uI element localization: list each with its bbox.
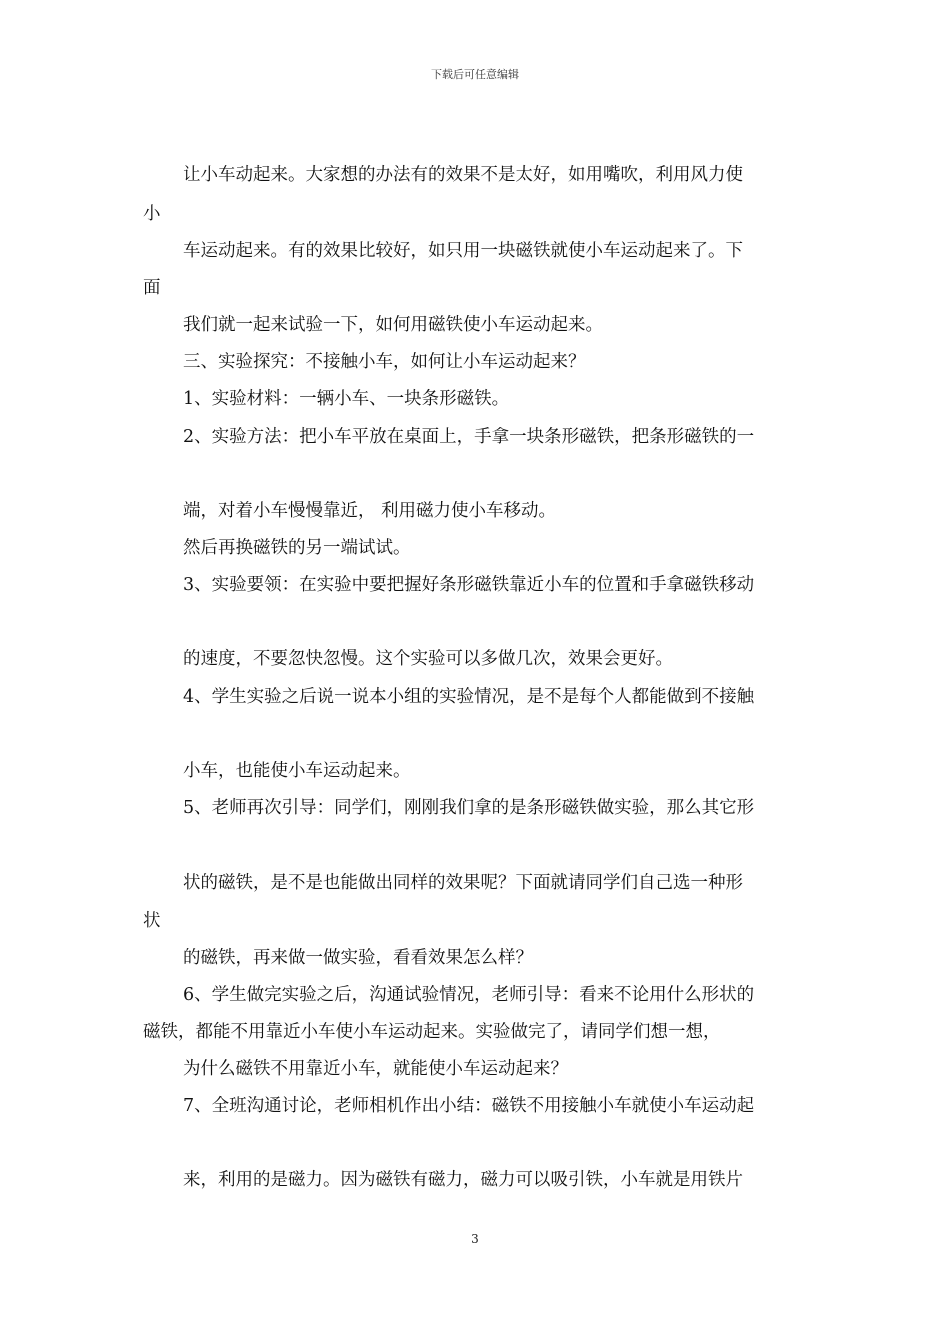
body-line: 小车，也能使小车运动起来。 (183, 761, 411, 781)
body-line: 磁铁，都能不用靠近小车使小车运动起来。实验做完了，请同学们想一想， (143, 1022, 721, 1042)
body-line: 5、老师再次引导：同学们，刚刚我们拿的是条形磁铁做实验，那么其它形 (183, 798, 755, 818)
body-line: 让小车动起来。大家想的办法有的效果不是太好，如用嘴吹，利用风力使 (183, 165, 743, 185)
body-line: 我们就一起来试验一下，如何用磁铁使小车运动起来。 (183, 315, 603, 335)
page-number: 3 (471, 1232, 479, 1246)
body-line: 然后再换磁铁的另一端试试。 (183, 538, 411, 558)
body-line: 状的磁铁，是不是也能做出同样的效果呢？下面就请同学们自己选一种形 (183, 873, 743, 893)
body-line: 状 (143, 911, 161, 931)
body-line: 1、实验材料：一辆小车、一块条形磁铁。 (183, 389, 510, 409)
body-line: 车运动起来。有的效果比较好，如只用一块磁铁就使小车运动起来了。下 (183, 241, 743, 261)
body-line: 为什么磁铁不用靠近小车，就能使小车运动起来？ (183, 1059, 568, 1079)
page-header: 下载后可任意编辑 (431, 68, 519, 81)
body-line: 3、实验要领：在实验中要把握好条形磁铁靠近小车的位置和手拿磁铁移动 (183, 575, 755, 595)
body-line: 2、实验方法：把小车平放在桌面上，手拿一块条形磁铁，把条形磁铁的一 (183, 427, 755, 447)
body-line: 6、学生做完实验之后，沟通试验情况，老师引导：看来不论用什么形状的 (183, 985, 755, 1005)
body-line: 小 (143, 204, 161, 224)
body-line: 的磁铁，再来做一做实验，看看效果怎么样？ (183, 948, 533, 968)
body-line: 面 (143, 278, 161, 298)
body-line: 7、全班沟通讨论，老师相机作出小结：磁铁不用接触小车就使小车运动起 (183, 1096, 755, 1116)
body-line: 来，利用的是磁力。因为磁铁有磁力，磁力可以吸引铁，小车就是用铁片 (183, 1170, 743, 1190)
body-line: 三、实验探究：不接触小车，如何让小车运动起来？ (183, 352, 586, 372)
body-line: 端，对着小车慢慢靠近， 利用磁力使小车移动。 (183, 501, 557, 521)
body-line: 的速度，不要忽快忽慢。这个实验可以多做几次，效果会更好。 (183, 649, 673, 669)
body-line: 4、学生实验之后说一说本小组的实验情况，是不是每个人都能做到不接触 (183, 687, 755, 707)
